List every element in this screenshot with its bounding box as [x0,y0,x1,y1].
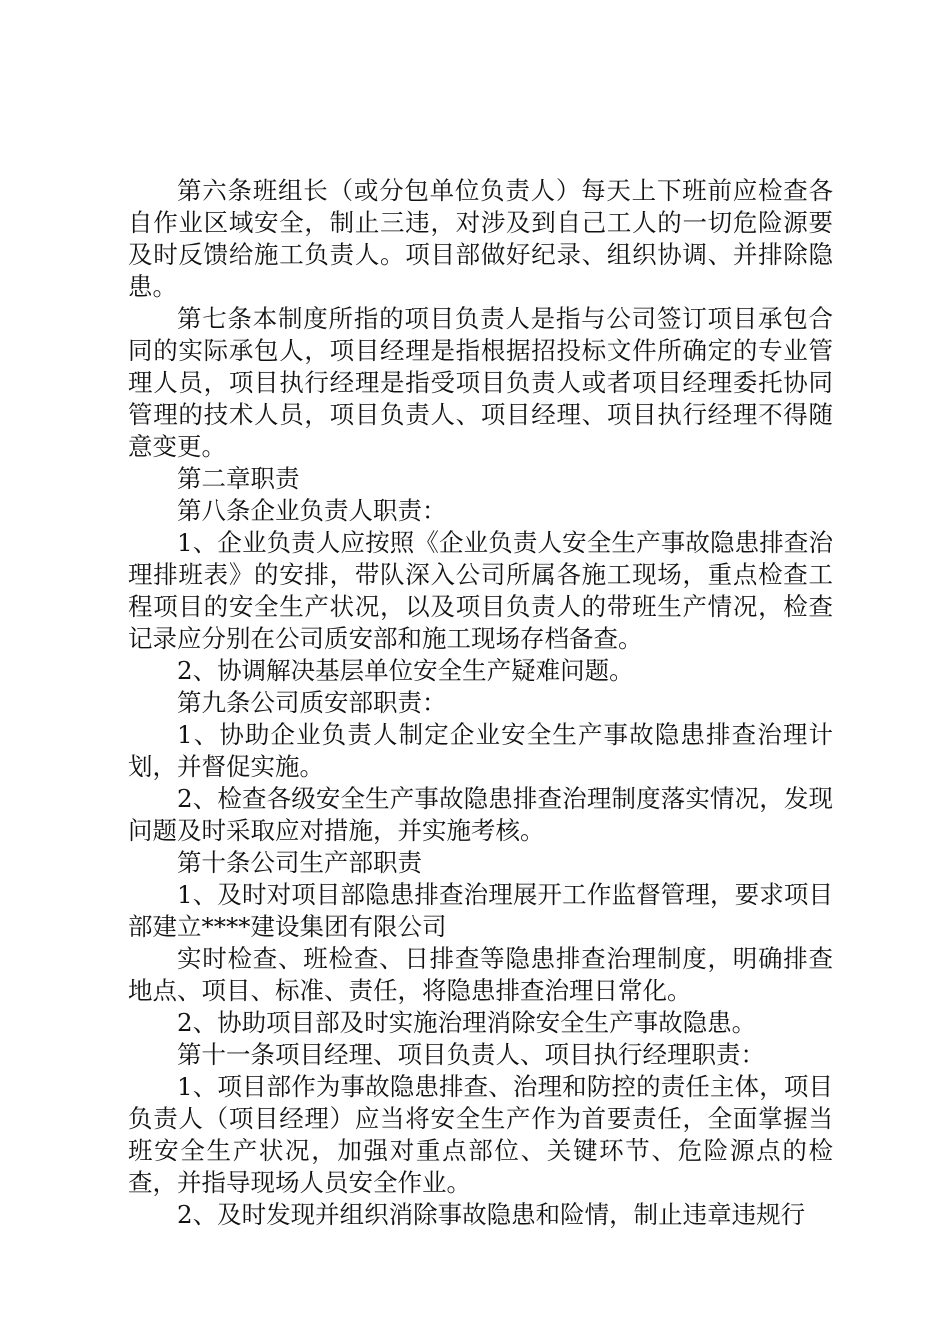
article-10-item-1: 1、及时对项目部隐患排查治理展开工作监督管理，要求项目部建立****建设集团有限公司 [128,880,833,941]
document-body [128,175,833,1231]
article-11-heading: 第十一条项目经理、项目负责人、项目执行经理职责： [177,1040,765,1069]
article-11-item-2: 2、及时发现并组织消除事故隐患和险情，制止违章违规行 [177,1200,806,1229]
article-11-item-1: 1、项目部作为事故隐患排查、治理和防控的责任主体，项目负责人（项目经理）应当将安全生产作为首要责任，全面掌握当班安全生产状况，加强对重点部位、关键环节、危险源点的检查，并指导现场人员安全作业。 [128,1072,833,1197]
article-8-item-2: 2、协调解决基层单位安全生产疑难问题。 [177,656,634,685]
paragraph-article-7: 第七条本制度所指的项目负责人是指与公司签订项目承包合同的实际承包人，项目经理是指根据招投标文件所确定的专业管理人员，项目执行经理是指受项目负责人或者项目经理委托协同管理的技术人员，项目负责人、项目经理、项目执行经理不得随意变更。 [128,304,833,461]
article-9-heading: 第九条公司质安部职责： [177,688,447,717]
paragraph-article-6: 第六条班组长（或分包单位负责人）每天上下班前应检查各自作业区域安全，制止三违，对涉及到自己工人的一切危险源要及时反馈给施工负责人。项目部做好纪录、组织协调、并排除隐患。 [128,176,833,301]
article-10-heading: 第十条公司生产部职责 [177,848,422,877]
chapter-heading: 第二章职责 [177,464,300,493]
article-9-item-2: 2、检查各级安全生产事故隐患排查治理制度落实情况，发现问题及时采取应对措施，并实施考核。 [128,784,833,845]
article-10-item-1-continued: 实时检查、班检查、日排查等隐患排查治理制度，明确排查地点、项目、标准、责任，将隐患排查治理日常化。 [128,944,833,1005]
article-8-item-1: 1、企业负责人应按照《企业负责人安全生产事故隐患排查治理排班表》的安排，带队深入公司所属各施工现场，重点检查工程项目的安全生产状况，以及项目负责人的带班生产情况，检查记录应分别在公司质安部和施工现场存档备查。 [128,528,833,653]
article-10-item-2: 2、协助项目部及时实施治理消除安全生产事故隐患。 [177,1008,757,1037]
article-9-item-1: 1、协助企业负责人制定企业安全生产事故隐患排查治理计划，并督促实施。 [128,720,833,781]
article-8-heading: 第八条企业负责人职责： [177,496,447,525]
